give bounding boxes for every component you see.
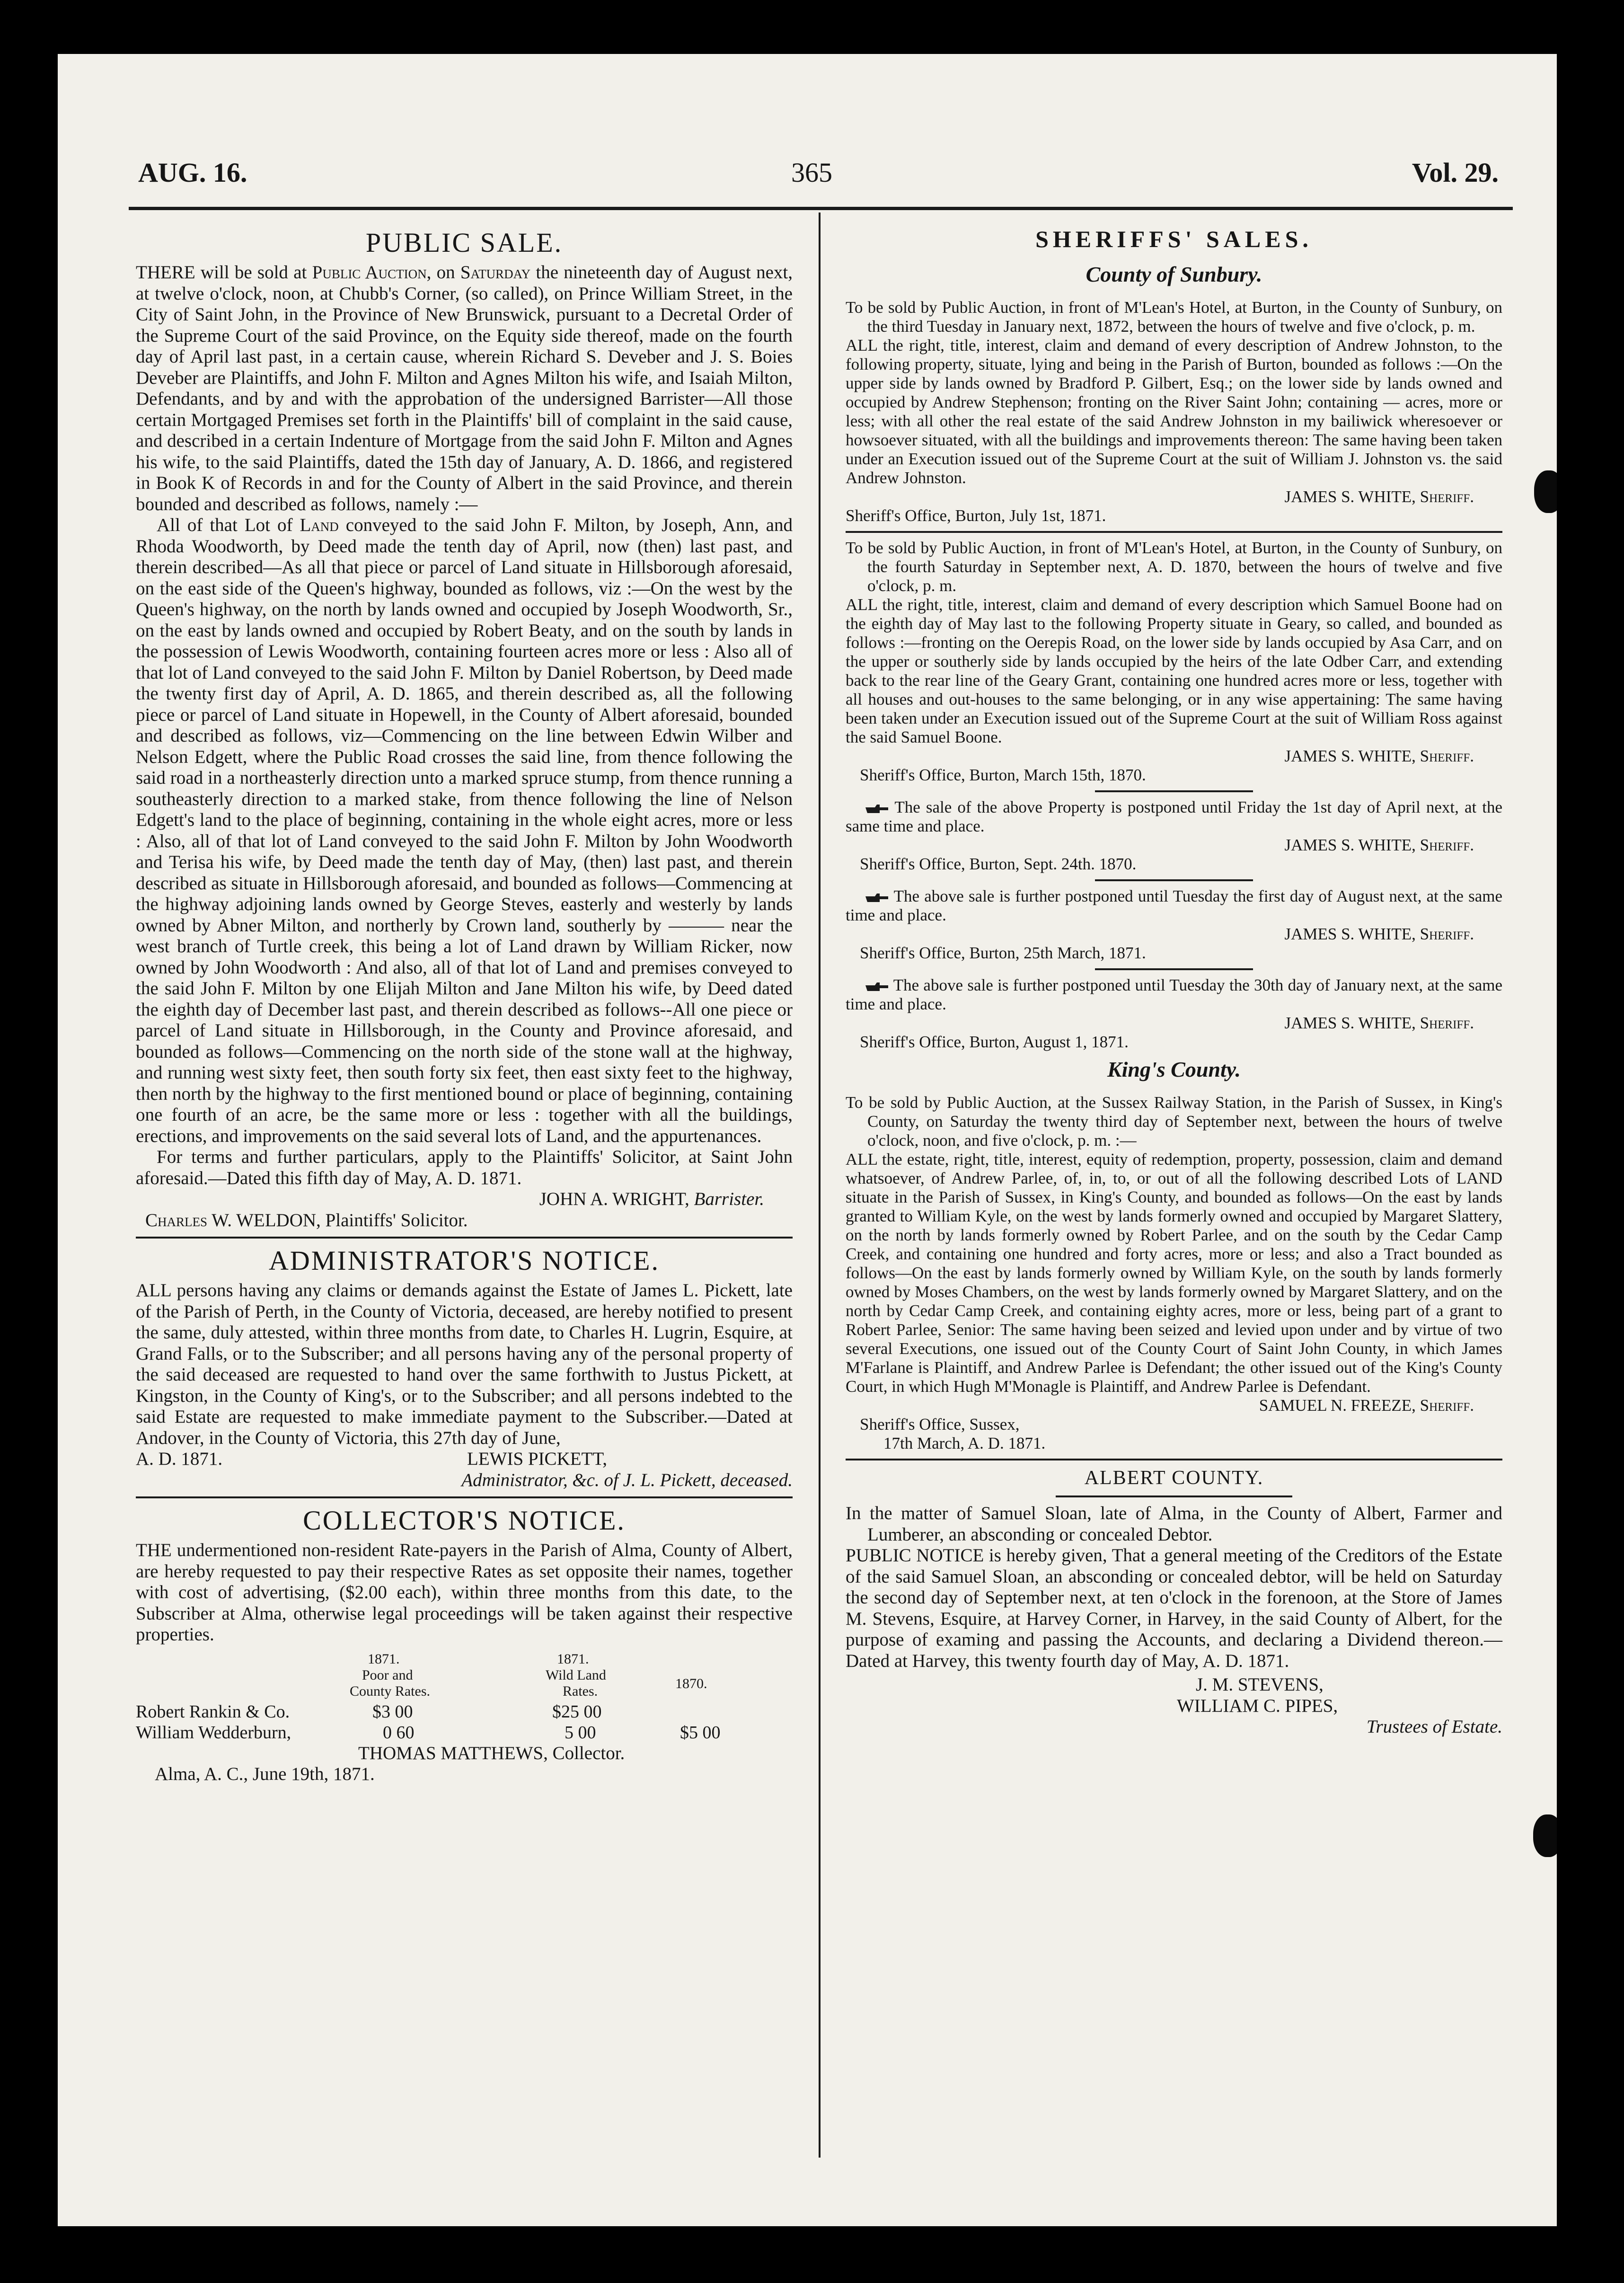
poor-rate: 0 60 xyxy=(383,1722,415,1743)
column-rule xyxy=(819,212,821,2158)
ratepayer-name: William Wedderburn, xyxy=(136,1722,291,1743)
collector-notice xyxy=(136,1504,793,1785)
collector-dateline: Alma, A. C., June 19th, 1871. xyxy=(155,1764,375,1784)
sheriff-name: JAMES S. WHITE, xyxy=(1284,925,1420,943)
intro-text-3: the nineteenth day of August next, at twelve o'clock, noon, at Chubb's Corner, (so called), on Prince William Street, in the City of Saint John, in the Province of New Brunswick, pursuant to a Decretal Order of the Supreme Court of the said Province, on the Equity side thereof, made on the fourth day of April last past, in a certain cause, wherein Richard S. Deveber and J. S. Boies Deveber are Plaintiffs, and John F. Milton and Agnes Milton his wife, and Isaiah Milton, Defendants, and by and with the approbation of the undersigned Barrister—All those certain Mortgaged Premises set forth in the Plaintiffs' bill of complaint in the said cause, and described in a certain Indenture of Mortgage from the said John F. Milton and Agnes his wife, to the said Plaintiffs, dated the 15th day of January, A. D. 1866, and registered in Book K of Records in and for the County of Albert in the said Province, and therein bounded and described as follows, namely :— xyxy=(136,262,793,514)
kings-county-heading: King's County. xyxy=(1107,1057,1241,1081)
administrator-date-signer xyxy=(136,1449,793,1470)
body-smallcaps: Land xyxy=(300,515,339,535)
sunbury-sale-boone xyxy=(846,539,1502,785)
page-content xyxy=(129,146,1513,2158)
albert-county-heading: ALBERT COUNTY. xyxy=(1084,1467,1264,1489)
wild-rate: 5 00 xyxy=(565,1722,596,1743)
sheriff-title: Sheriff. xyxy=(1420,836,1474,854)
sheriff-name: SAMUEL N. FREEZE, xyxy=(1259,1396,1420,1415)
issue-date: AUG. 16. xyxy=(138,157,247,188)
section-divider xyxy=(136,1496,793,1498)
postponement-text xyxy=(846,887,1502,925)
sale-body: ALL the right, title, interest, claim and demand of every description which Samuel Boone had on the eighth day of May last to the following Property situate in Geary, so called, and bounded as follows :—fronting on the Oerepis Road, on the lower side by lands occupied by Asa Carr, and on the upper or southerly side by lands occupied by the heirs of the late Odber Carr, and extending back to the rear line of the Geary Grant, containing one hundred acres more or less, together with all houses and out-houses to the same belonging, or in any wise appertaining: The same having been taken under an Execution issued out of the Supreme Court at the suit of William Ross against the said Samuel Boone. xyxy=(846,595,1502,746)
sheriff-office-date: Sheriff's Office, Burton, March 15th, 1870. xyxy=(860,766,1146,784)
administrator-notice xyxy=(136,1244,793,1491)
administrator-role: Administrator, &c. of J. L. Pickett, deceased. xyxy=(461,1469,793,1490)
sheriff-title: Sheriff. xyxy=(1420,1396,1474,1415)
year-header-1: 1871. xyxy=(368,1651,400,1667)
signer-name: JOHN A. WRIGHT, xyxy=(539,1189,694,1209)
public-sale-body xyxy=(136,515,793,1147)
year-1870-header: 1870. xyxy=(675,1675,707,1691)
postponement-body: The sale of the above Property is postponed until Friday the 1st day of April next, at the same time and place. xyxy=(846,798,1503,835)
volume-number: Vol. 29. xyxy=(1412,157,1499,188)
rates-table xyxy=(136,1651,793,1743)
sheriff-office-date: Sheriff's Office, Burton, July 1st, 1871. xyxy=(846,506,1106,525)
binding-hole-bottom xyxy=(1533,1814,1557,1857)
postponement-2 xyxy=(846,887,1502,963)
postponement-body: The above sale is further postponed until Tuesday the first day of August next, at the same time and place. xyxy=(846,887,1502,924)
sheriff-office-date: Sheriff's Office, Burton, Sept. 24th. 1870. xyxy=(860,855,1137,873)
left-column xyxy=(136,224,793,1785)
sheriff-signature xyxy=(846,925,1502,944)
sheriff-name: JAMES S. WHITE, xyxy=(1284,1014,1420,1032)
sheriff-signature xyxy=(846,487,1502,506)
sheriff-office-date: 17th March, A. D. 1871. xyxy=(883,1434,1046,1452)
sheriff-signature xyxy=(846,1014,1502,1033)
right-column xyxy=(846,224,1502,1738)
table-row xyxy=(136,1722,793,1743)
sheriff-office-date: Sheriff's Office, Burton, 25th March, 1871. xyxy=(860,944,1146,962)
page-header xyxy=(129,146,1513,203)
intro-text-1: THERE will be sold at xyxy=(136,262,312,283)
postponement-1 xyxy=(846,798,1502,874)
administrator-date: A. D. 1871. xyxy=(136,1449,223,1469)
short-divider xyxy=(1056,1495,1292,1497)
postponement-text xyxy=(846,976,1502,1014)
sheriff-title: Sheriff. xyxy=(1420,1014,1474,1032)
newspaper-page xyxy=(58,54,1557,2226)
administrator-heading: ADMINISTRATOR'S NOTICE. xyxy=(269,1245,660,1276)
collector-heading: COLLECTOR'S NOTICE. xyxy=(303,1505,626,1536)
trustee-1: J. M. STEVENS, xyxy=(1196,1674,1324,1695)
header-rule xyxy=(129,207,1513,210)
table-row xyxy=(136,1701,793,1722)
sheriff-office-date: Sheriff's Office, Burton, August 1, 1871. xyxy=(860,1033,1129,1051)
sheriff-signature xyxy=(846,836,1502,855)
intro-smallcaps-1: Public Auction xyxy=(312,262,427,283)
sale-terms: To be sold by Public Auction, at the Sussex Railway Station, in the Parish of Sussex, in King's County, on Saturday the twenty third day of September next, between the hours of twelve o'clock, noon, and five o'clock, p. m. :— xyxy=(846,1093,1502,1150)
public-sale-notice xyxy=(136,226,793,1231)
pointing-hand-icon xyxy=(865,981,889,993)
sheriff-office: Sheriff's Office, Sussex, xyxy=(860,1415,1020,1434)
short-divider xyxy=(1095,790,1253,792)
binding-hole-top xyxy=(1534,470,1557,513)
page-number: 365 xyxy=(791,157,832,188)
wild-header-b: Rates. xyxy=(563,1683,598,1699)
rates-year-row xyxy=(136,1651,793,1667)
trustee-role: Trustees of Estate. xyxy=(1366,1717,1502,1737)
administrator-body: ALL persons having any claims or demands against the Estate of James L. Pickett, late of the Parish of Perth, in the County of Victoria, deceased, are hereby notified to present the same, duly attested, within three months from date, to Charles H. Lugrin, Esquire, at Grand Falls, or to the Subscriber; and all persons having any of the personal property of the said deceased are requested to hand over the same forthwith to Justus Pickett, at Kingston, in the County of King's, or to the Subscriber; and all persons indebted to the said Estate are requested to make immediate payment to the Subscriber.—Dated at Andover, in the County of Victoria, this 27th day of June, xyxy=(136,1280,793,1448)
solicitor-line xyxy=(136,1210,793,1231)
albert-county-notice xyxy=(846,1466,1502,1738)
sale-terms: To be sold by Public Auction, in front of M'Lean's Hotel, at Burton, in the County of Sunbury, on the third Tuesday in January next, 1872, between the hours of twelve and five o'clock, p. m. xyxy=(846,298,1502,336)
public-sale-terms: For terms and further particulars, apply to the Plaintiffs' Solicitor, at Saint John aforesaid.—Dated this fifth day of May, A. D. 1871. xyxy=(136,1147,793,1188)
poor-rate: $3 00 xyxy=(372,1701,413,1722)
sheriff-title: Sheriff. xyxy=(1420,747,1474,765)
body-text-1: All of that Lot of xyxy=(157,515,300,535)
intro-text-2: , on xyxy=(426,262,460,283)
wild-header-a: Wild Land xyxy=(546,1667,606,1683)
albert-body: PUBLIC NOTICE is hereby given, That a general meeting of the Creditors of the Estate of the said Samuel Sloan, an absconding or concealed debtor, will be held on Saturday the second day of September next, at ten o'clock in the forenoon, at the Store of James M. Stevens, Esquire, at Harvey Corner, in Harvey, in the said County of Albert, for the purpose of examing and passing the Accounts, and declaring a Dividend thereon.—Dated at Harvey, this twenty fourth day of May, A. D. 1871. xyxy=(846,1545,1502,1671)
public-sale-signature xyxy=(136,1189,793,1210)
sheriff-name: JAMES S. WHITE, xyxy=(1284,487,1420,506)
public-sale-intro xyxy=(136,262,793,515)
collector-body: THE undermentioned non-resident Rate-payers in the Parish of Alma, County of Albert, are hereby requested to pay their respective Rates as set opposite their names, together with cost of advertising, ($2.00 each), within three months from this date, to the Subscriber at Alma, otherwise legal proceedings will be taken against their respective properties. xyxy=(136,1540,793,1645)
body-text-2: conveyed to the said John F. Milton, by Joseph, Ann, and Rhoda Woodworth, by Deed made the tenth day of April, now (then) last past, and therein described—As all that piece or parcel of Land situate in Hillsborough aforesaid, on the east side of the Queen's highway, bounded as follows, viz :—On the west by the Queen's highway, on the north by lands owned and occupied by Joseph Woodworth, Sr., on the east by lands owned and occupied by Robert Beaty, and on the south by lands in the possession of Lewis Woodworth, containing fourteen acres more or less : Also all of that lot of Land conveyed to the said John F. Milton by Daniel Robertson, by Deed made the twenty first day of April, A. D. 1865, and therein described as, all the following piece or parcel of Land situate in Hopewell, in the County of Albert aforesaid, bounded and described as follows, viz—Commencing on the line between Edwin Wilber and Nelson Edgett, where the Public Road crosses the said line, from thence following the said road in a northeasterly direction unto a marked spruce stump, from thence running a southeasterly direction to a marked stake, from thence following the line of Nelson Edgett's land to the place of beginning, containing in the whole eight acres, more or less : Also, all of that lot of Land conveyed to the said John F. Milton by John Woodworth and Terisa his wife, by Deed made the tenth day of May, (then) last past, and therein described as situate in Hillsborough aforesaid, and bounded as follows—Commencing at the highway adjoining lands owned by George Steves, easterly and westerly by lands owned by Abner Milton, and northerly by Crown land, southerly by ——— near the west branch of Turtle creek, this being a lot of Land drawn by William Ricker, now owned by John Woodworth : And also, all of that lot of Land and premises conveyed to the said John F. Milton by one Elijah Milton and Jane Milton his wife, by Deed dated the eighth day of December last past, and therein described as follows--All one piece or parcel of Land situate in Hillsborough, in the County and Province aforesaid, and bounded as follows—Commencing on the north side of the stone wall at the highway, and running west sixty feet, then south forty six feet, then east sixty feet to the highway, then north by the highway to the first mentioned bound or place of beginning, containing one fourth of an acre, be the same more or less : together with all the buildings, erections, and improvements on the said several lots of Land, and the appurtenances. xyxy=(136,515,793,1146)
sheriff-title: Sheriff. xyxy=(1420,925,1474,943)
year-header-2: 1871. xyxy=(557,1651,589,1667)
sheriff-name: JAMES S. WHITE, xyxy=(1284,836,1420,854)
section-divider xyxy=(846,531,1502,533)
rate-1870: $5 00 xyxy=(680,1722,721,1743)
short-divider xyxy=(1095,968,1253,970)
sunbury-heading: County of Sunbury. xyxy=(1086,262,1262,286)
sale-terms: To be sold by Public Auction, in front of M'Lean's Hotel, at Burton, in the County of Sunbury, on the fourth Saturday in September next, A. D. 1870, between the hours of twelve and five o'clock, p. m. xyxy=(846,539,1502,595)
signer-title: Barrister. xyxy=(694,1189,764,1209)
sale-body: ALL the estate, right, title, interest, equity of redemption, property, possession, claim and demand whatsoever, of Andrew Parlee, of, in, to, or out of all the following described Lots of LAND situate in the Parish of Sussex, in King's County, and bounded as follows—On the east by lands granted to William Kyle, on the west by lands formerly owned and occupied by Margaret Slattery, on the north by lands formerly owned by Robert Parlee, and on the south by the Cedar Camp Creek, and containing one hundred and forty acres, more or less; and also a Tract bounded as follows—On the east by lands formerly owned by William Kyle, on the south by lands formerly owned by Moses Chambers, on the west by lands formerly owned by Margaret Slattery, and on the north by Cedar Camp Creek, and containing eighty acres, more or less, being part of a grant to Robert Parlee, Senior: The same having been seized and levied upon under and by virtue of two several Executions, one issued out of the County Court of Saint John County, in which James M'Farlane is Plaintiff, and Andrew Parlee is Defendant; the other issued out of the King's County Court, in which Hugh M'Monagle is Plaintiff, and Andrew Parlee is Defendant. xyxy=(846,1150,1502,1396)
wild-rate: $25 00 xyxy=(552,1701,602,1722)
sheriff-name: JAMES S. WHITE, xyxy=(1284,747,1420,765)
sheriff-title: Sheriff. xyxy=(1420,487,1474,506)
sunbury-sale-johnston xyxy=(846,298,1502,525)
postponement-body: The above sale is further postponed until Tuesday the 30th day of January next, at the same time and place. xyxy=(846,976,1503,1013)
section-divider xyxy=(136,1237,793,1239)
sale-body: ALL the right, title, interest, claim and demand of every description of Andrew Johnston, to the following property, situate, lying and being in the Parish of Burton, bounded as follows :—On the upper side by lands owned by Bradford P. Gilbert, Esq.; on the lower side by lands owned and occupied by Andrew Stephenson; fronting on the River Saint John; containing — acres, more or less; with all other the real estate of the said Andrew Johnston in my bailiwick wheresoever or howsoever situated, with all the buildings and improvements thereon: The same having been taken under an Execution issued out of the Supreme Court at the suit of William J. Johnston vs. the said Andrew Johnston. xyxy=(846,336,1502,487)
kings-county-sale xyxy=(846,1093,1502,1453)
sheriffs-sales-heading: SHERIFFS' SALES. xyxy=(1035,226,1313,252)
short-divider xyxy=(1095,879,1253,881)
sheriff-signature xyxy=(846,747,1502,766)
pointing-hand-icon xyxy=(865,892,889,904)
postponement-3 xyxy=(846,976,1502,1052)
trustee-2: WILLIAM C. PIPES, xyxy=(1177,1695,1338,1716)
sheriff-signature xyxy=(846,1396,1502,1415)
administrator-signer: LEWIS PICKETT, xyxy=(467,1449,608,1469)
poor-header-a: Poor and xyxy=(362,1667,413,1683)
intro-smallcaps-2: Saturday xyxy=(460,262,531,283)
public-sale-heading: PUBLIC SALE. xyxy=(365,227,563,258)
poor-header-b: County Rates. xyxy=(350,1683,430,1699)
collector-signer: THOMAS MATTHEWS, Collector. xyxy=(358,1743,625,1763)
solicitor-first-name: Charles xyxy=(145,1210,208,1230)
ratepayer-name: Robert Rankin & Co. xyxy=(136,1701,290,1722)
pointing-hand-icon xyxy=(865,803,889,815)
albert-intro: In the matter of Samuel Sloan, late of Alma, in the County of Albert, Farmer and Lumberer, an absconding or concealed Debtor. xyxy=(846,1503,1502,1545)
postponement-text xyxy=(846,798,1502,836)
section-divider xyxy=(846,1459,1502,1460)
solicitor-rest: W. WELDON, Plaintiffs' Solicitor. xyxy=(207,1210,468,1230)
